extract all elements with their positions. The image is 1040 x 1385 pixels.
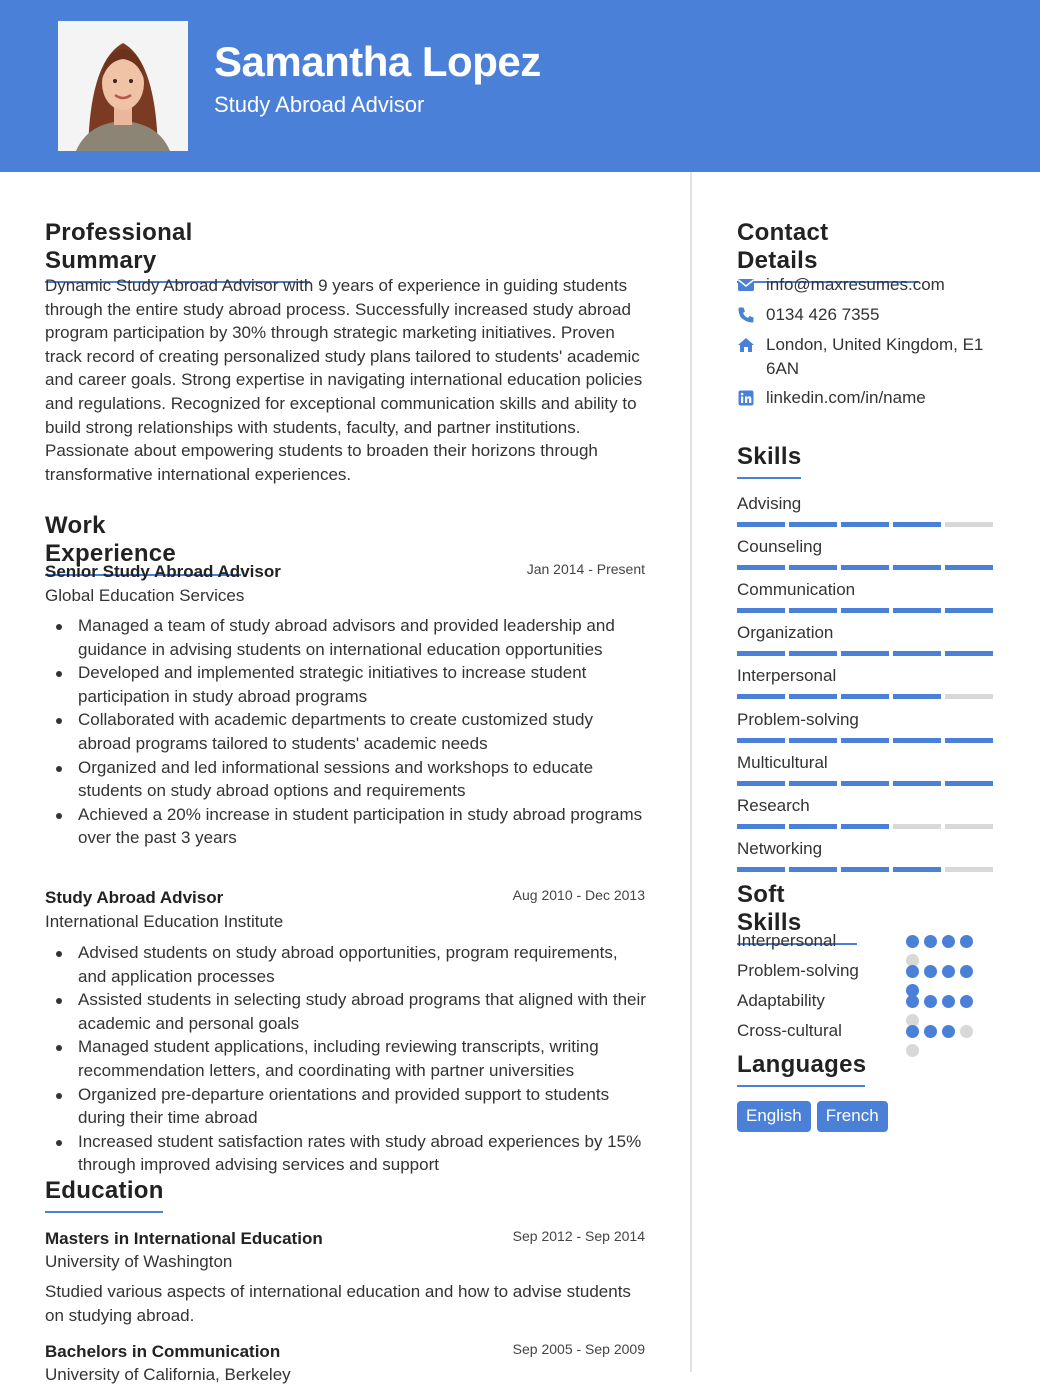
contact-address-text: London, United Kingdom, E1 6AN — [766, 335, 984, 378]
soft-skill-level-dot — [960, 935, 973, 948]
skill-level-segment — [893, 867, 941, 872]
resume-header — [0, 0, 1040, 172]
skill-level-segment — [789, 824, 837, 829]
skill-level-segment — [841, 738, 889, 743]
skill-level-segment — [737, 781, 785, 786]
skill-level-bar — [737, 824, 993, 829]
home-icon — [737, 336, 755, 354]
skill-level-segment — [841, 565, 889, 570]
envelope-icon — [737, 276, 755, 294]
job-bullet: Increased student satisfaction rates with study abroad experiences by 15% through improved advising services and support — [78, 1130, 648, 1177]
summary-heading: Professional Summary — [45, 219, 310, 283]
skill-level-segment — [737, 694, 785, 699]
contact-heading: Contact Details — [737, 219, 918, 283]
skill-level-segment — [893, 694, 941, 699]
skill-level-bar — [737, 565, 993, 570]
skill-name: Research — [737, 795, 810, 815]
candidate-name: Samantha Lopez — [214, 38, 541, 85]
skill-level-segment — [945, 608, 993, 613]
skill-level-segment — [737, 522, 785, 527]
skill-level-segment — [893, 608, 941, 613]
education-heading: Education — [45, 1177, 163, 1213]
languages-list — [737, 1101, 888, 1132]
skill-level-segment — [789, 565, 837, 570]
skill-level-segment — [945, 694, 993, 699]
skill-level-segment — [789, 522, 837, 527]
skill-level-bar — [737, 867, 993, 872]
skill-level-bar — [737, 781, 993, 786]
soft-skill-level-dot — [942, 995, 955, 1008]
soft-skill-level-dot — [960, 965, 973, 978]
column-divider — [690, 172, 692, 1372]
skill-level-segment — [841, 522, 889, 527]
contact-email-text[interactable]: info@maxresumes.com — [766, 275, 945, 294]
job-bullet: Achieved a 20% increase in student participation in study abroad programs over the past 3 years — [78, 803, 648, 850]
soft-skill-level-dot — [906, 1044, 919, 1057]
avatar-photo — [58, 21, 188, 151]
avatar — [58, 21, 188, 151]
soft-skill-name: Adaptability — [737, 991, 825, 1010]
degree-date: Sep 2012 - Sep 2014 — [512, 1228, 645, 1244]
skill-level-bar — [737, 738, 993, 743]
skill-level-segment — [789, 694, 837, 699]
soft-skill-level-dot — [942, 965, 955, 978]
soft-skill-level-dots — [906, 1025, 978, 1057]
skill-name: Communication — [737, 580, 856, 600]
skill-name: Interpersonal — [737, 666, 837, 686]
skill-level-segment — [893, 565, 941, 570]
job-date: Jan 2014 - Present — [526, 561, 645, 577]
soft-skills-heading: Soft Skills — [737, 881, 857, 945]
job-company: International Education Institute — [45, 912, 284, 931]
linkedin-icon — [737, 389, 755, 407]
skill-level-bar — [737, 651, 993, 656]
language-tag: English — [737, 1101, 811, 1132]
skill-name: Problem-solving — [737, 709, 859, 729]
job-title: Study Abroad Advisor — [45, 888, 224, 907]
skill-name: Multicultural — [737, 752, 828, 772]
skill-level-segment — [789, 651, 837, 656]
contact-linkedin — [737, 386, 997, 410]
job-bullet: Managed a team of study abroad advisors and provided leadership and guidance in advising students on international education opportunities — [78, 614, 648, 661]
school-name: University of California, Berkeley — [45, 1365, 291, 1384]
job-bullets — [78, 941, 648, 1177]
phone-icon — [737, 306, 755, 324]
skill-level-segment — [945, 781, 993, 786]
skill-name: Networking — [737, 838, 823, 858]
soft-skill-level-dots — [906, 965, 978, 997]
skill-level-segment — [945, 824, 993, 829]
soft-skill-level-dots — [906, 995, 978, 1027]
skill-level-bar — [737, 694, 993, 699]
job-bullet: Developed and implemented strategic initiatives to increase student participation in study abroad programs — [78, 661, 648, 708]
job-bullet: Managed student applications, including reviewing transcripts, writing recommendation letters, and coordinating with partner universities — [78, 1035, 648, 1082]
job-bullet: Collaborated with academic departments to create customized study abroad programs tailored to students' academic needs — [78, 708, 648, 755]
degree-date: Sep 2005 - Sep 2009 — [512, 1341, 645, 1357]
soft-skill-level-dot — [960, 1025, 973, 1038]
skill-level-segment — [789, 738, 837, 743]
degree-description: Studied various aspects of international education and how to advise students on studying abroad. — [45, 1282, 631, 1325]
soft-skill-level-dot — [924, 965, 937, 978]
skill-level-segment — [945, 651, 993, 656]
skill-level-segment — [945, 522, 993, 527]
languages-heading: Languages — [737, 1051, 865, 1087]
skills-heading: Skills — [737, 443, 801, 479]
soft-skill-name: Interpersonal — [737, 931, 837, 950]
skill-level-segment — [841, 694, 889, 699]
soft-skill-level-dot — [942, 1025, 955, 1038]
degree-title: Bachelors in Communication — [45, 1342, 281, 1361]
skill-level-segment — [789, 608, 837, 613]
soft-skill-level-dot — [960, 995, 973, 1008]
contact-linkedin-text[interactable]: linkedin.com/in/name — [766, 388, 926, 407]
language-tag: French — [817, 1101, 888, 1132]
job-bullets — [78, 614, 648, 850]
soft-skill-name: Cross-cultural — [737, 1021, 842, 1040]
skill-level-segment — [893, 651, 941, 656]
skill-level-bar — [737, 608, 993, 613]
soft-skill-name: Problem-solving — [737, 961, 859, 980]
job-bullet: Organized and led informational sessions and workshops to educate students on study abroad options and requirements — [78, 756, 648, 803]
soft-skill-level-dot — [906, 935, 919, 948]
job-company: Global Education Services — [45, 586, 245, 605]
contact-address — [737, 333, 997, 380]
job-title: Senior Study Abroad Advisor — [45, 562, 281, 581]
soft-skill-level-dots — [906, 935, 978, 967]
skill-level-segment — [841, 651, 889, 656]
skill-name: Advising — [737, 494, 802, 513]
skill-level-segment — [737, 651, 785, 656]
skill-level-segment — [737, 867, 785, 872]
contact-phone — [737, 303, 997, 327]
soft-skill-level-dot — [906, 995, 919, 1008]
skill-level-segment — [841, 824, 889, 829]
skill-level-segment — [945, 867, 993, 872]
job-bullet: Organized pre-departure orientations and provided support to students during their time abroad — [78, 1083, 648, 1130]
degree-title: Masters in International Education — [45, 1229, 323, 1248]
soft-skill-level-dot — [906, 965, 919, 978]
job-bullet: Advised students on study abroad opportunities, program requirements, and application processes — [78, 941, 648, 988]
skill-level-segment — [945, 738, 993, 743]
candidate-title: Study Abroad Advisor — [214, 92, 425, 117]
skill-name: Organization — [737, 623, 834, 643]
skill-level-segment — [737, 608, 785, 613]
job-bullet: Assisted students in selecting study abroad programs that aligned with their academic and personal goals — [78, 988, 648, 1035]
skill-level-segment — [893, 522, 941, 527]
contact-phone-text: 0134 426 7355 — [766, 305, 880, 324]
skill-level-segment — [893, 824, 941, 829]
soft-skill-level-dot — [924, 995, 937, 1008]
skill-level-segment — [737, 565, 785, 570]
skill-level-segment — [893, 781, 941, 786]
contact-email — [737, 273, 997, 297]
skill-level-bar — [737, 522, 993, 527]
soft-skill-level-dot — [906, 1025, 919, 1038]
skill-level-segment — [841, 781, 889, 786]
skill-level-segment — [945, 565, 993, 570]
skill-level-segment — [789, 867, 837, 872]
skill-level-segment — [841, 867, 889, 872]
skill-name: Counseling — [737, 537, 823, 557]
experience-heading: Work Experience — [45, 512, 241, 576]
soft-skill-level-dot — [924, 1025, 937, 1038]
summary-text: Dynamic Study Abroad Advisor with 9 years of experience in guiding students through the entire study abroad process. Successfully increased study abroad program participation by 30% through strategic marketing initiatives. Proven track record of creating personalized study plans tailored to students' academic and career goals. Strong expertise in navigating international education policies and regulations. Recognized for exceptional communication skills and ability to build strong relationships with students, faculty, and partner institutions. Passionate about empowering students to broaden their horizons through transformative international experiences. — [45, 276, 643, 484]
job-date: Aug 2010 - Dec 2013 — [512, 887, 645, 903]
school-name: University of Washington — [45, 1252, 233, 1271]
skill-level-segment — [841, 608, 889, 613]
skill-level-segment — [737, 824, 785, 829]
skill-level-segment — [893, 738, 941, 743]
soft-skill-level-dot — [924, 935, 937, 948]
skill-level-segment — [789, 781, 837, 786]
soft-skill-level-dot — [942, 935, 955, 948]
skill-level-segment — [737, 738, 785, 743]
